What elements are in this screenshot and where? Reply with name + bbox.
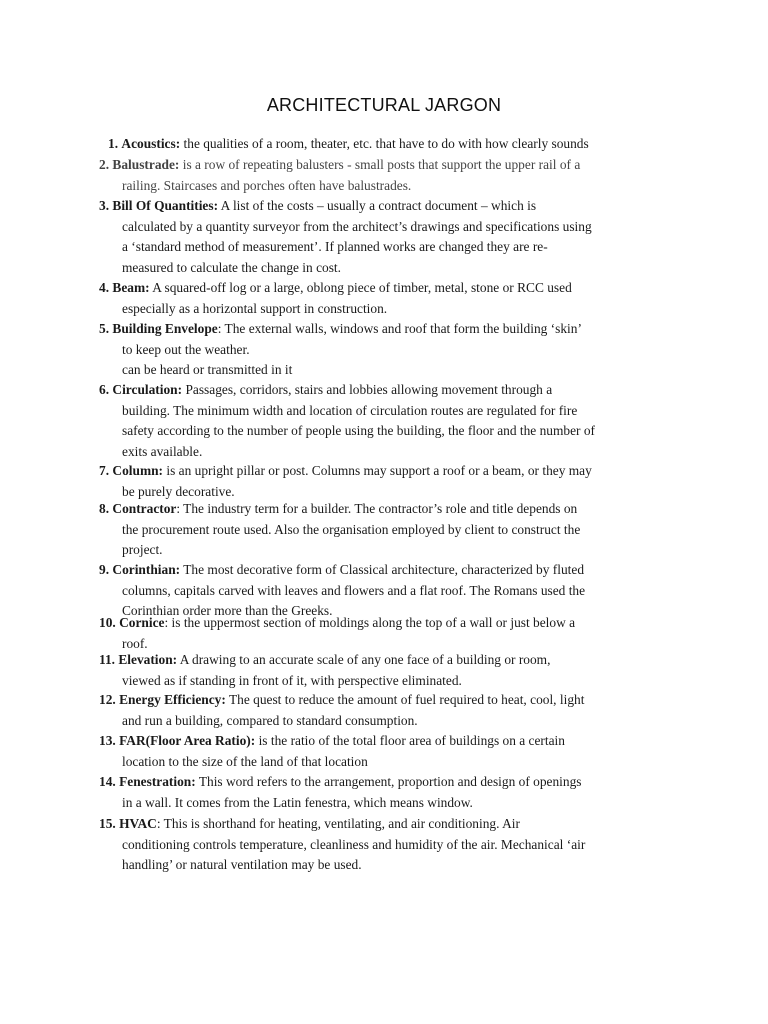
entry-first-line [99, 731, 565, 752]
entry-definition: is a row of repeating balusters - small posts that support the upper rail of a [182, 157, 581, 172]
entry-term: FAR(Floor Area Ratio): [119, 733, 256, 748]
entry-number: 4. [99, 280, 110, 295]
entry-first-line [99, 772, 581, 793]
entry-number: 1. [108, 136, 119, 151]
entry-definition-line: in a wall. It comes from the Latin fenestra, which means window. [122, 794, 473, 810]
entry-term: Beam: [112, 280, 150, 295]
entry-definition-line: measured to calculate the change in cost. [122, 259, 341, 275]
entry-number: 6. [99, 382, 110, 397]
entry-first-line [99, 319, 582, 340]
entry-definition-line: safety according to the number of people using the building, the floor and the number of [122, 423, 596, 438]
entry-number: 12. [99, 692, 116, 707]
entry-definition: Passages, corridors, stairs and lobbies allowing movement through a [185, 382, 553, 397]
entry-term: Corinthian: [112, 562, 181, 577]
entry-definition-line: roof. [122, 635, 148, 651]
entry-first-line [99, 278, 572, 299]
entry-number: 14. [99, 774, 116, 789]
entry-term: Bill Of Quantities: [112, 198, 219, 213]
entry-definition-line: project. [122, 542, 163, 557]
glossary-entry [99, 613, 575, 654]
entry-definition-line: conditioning controls temperature, cleanliness and humidity of the air. Mechanical ‘air [122, 836, 586, 852]
entry-first-line [99, 613, 575, 634]
entry-number: 9. [99, 562, 110, 577]
entry-first-line [99, 690, 584, 711]
entry-term: Acoustics: [121, 136, 181, 151]
entry-definition: : The industry term for a builder. The contractor’s role and title depends on [176, 501, 578, 516]
entry-first-line [99, 650, 550, 671]
entry-first-line [99, 155, 580, 176]
glossary-entry [99, 650, 550, 691]
entry-term: Energy Efficiency: [119, 692, 226, 707]
entry-definition-line: to keep out the weather. [122, 341, 250, 357]
entry-term: Balustrade: [112, 157, 180, 172]
entry-term: HVAC [119, 816, 157, 831]
entry-definition-line: building. The minimum width and location of circulation routes are regulated for fire [122, 402, 578, 418]
entry-number: 15. [99, 816, 116, 831]
entry-first-line [99, 499, 580, 520]
entry-definition: The most decorative form of Classical architecture, characterized by fluted [183, 562, 585, 577]
entry-definition: : The external walls, windows and roof that form the building ‘skin’ [217, 321, 582, 336]
entry-term: Circulation: [112, 382, 183, 397]
entry-definition-line: calculated by a quantity surveyor from the architect’s drawings and specifications using [122, 218, 592, 234]
glossary-entry [99, 461, 592, 502]
entry-number: 13. [99, 733, 116, 748]
glossary-entry [99, 155, 580, 196]
entry-definition: The quest to reduce the amount of fuel required to heat, cool, light [228, 692, 585, 707]
entry-definition: is the ratio of the total floor area of buildings on a certain [258, 733, 565, 748]
entry-first-line [99, 380, 595, 401]
glossary-entry [108, 134, 589, 155]
entry-number: 3. [99, 198, 110, 213]
entry-definition-line: handling’ or natural ventilation may be used. [122, 857, 362, 872]
entry-definition: the qualities of a room, theater, etc. that have to do with how clearly sounds [183, 136, 589, 151]
entry-definition-line: can be heard or transmitted in it [122, 362, 293, 377]
entry-first-line [99, 461, 592, 482]
glossary-entry [99, 690, 584, 731]
entry-number: 5. [99, 321, 110, 336]
entry-definition: A squared-off log or a large, oblong piece of timber, metal, stone or RCC used [152, 280, 572, 295]
entry-definition: is an upright pillar or post. Columns may support a roof or a beam, or they may [166, 463, 592, 478]
entry-first-line [99, 560, 585, 581]
glossary-entry [99, 772, 581, 813]
page-title: ARCHITECTURAL JARGON [266, 95, 502, 115]
entry-definition: : This is shorthand for heating, ventilating, and air conditioning. Air [156, 816, 520, 831]
entry-definition-line: be purely decorative. [122, 483, 235, 499]
entry-term: Elevation: [118, 652, 178, 667]
glossary-entry [99, 499, 580, 561]
entry-definition-line: railing. Staircases and porches often have balustrades. [122, 177, 412, 193]
entry-definition-line: a ‘standard method of measurement’. If planned works are changed they are re- [122, 239, 548, 254]
entry-first-line [108, 134, 589, 155]
entry-definition: This word refers to the arrangement, proportion and design of openings [198, 774, 582, 789]
entry-term: Column: [112, 463, 164, 478]
entry-number: 11. [99, 652, 115, 667]
entry-definition: A drawing to an accurate scale of any one face of a building or room, [179, 652, 551, 667]
entry-number: 7. [99, 463, 110, 478]
entry-definition-line: Corinthian order more than the Greeks. [122, 603, 333, 618]
entry-number: 10. [99, 615, 116, 630]
entry-definition-line: the procurement route used. Also the organisation employed by client to construct the [122, 521, 581, 537]
entry-definition-line: especially as a horizontal support in construction. [122, 300, 388, 316]
entry-definition-line: and run a building, compared to standard consumption. [122, 712, 418, 728]
entry-term: Contractor [112, 501, 177, 516]
entry-definition-line: exits available. [122, 443, 203, 459]
entry-first-line [99, 814, 585, 835]
glossary-entry [99, 380, 595, 462]
entry-definition-line: location to the size of the land of that location [122, 753, 368, 769]
entry-definition: A list of the costs – usually a contract document – which is [220, 198, 537, 213]
entry-term: Building Envelope [112, 321, 218, 336]
glossary-entry [99, 319, 582, 381]
entry-first-line [99, 196, 592, 217]
glossary-entry [99, 731, 565, 772]
glossary-entry [99, 196, 592, 278]
entry-number: 8. [99, 501, 110, 516]
glossary-entry [99, 278, 572, 319]
glossary-entry [99, 814, 585, 876]
entry-definition-line: columns, capitals carved with leaves and flowers and a flat roof. The Romans used the [122, 582, 586, 598]
entry-definition-line: viewed as if standing in front of it, with perspective eliminated. [122, 672, 462, 688]
entry-definition: : is the uppermost section of moldings along the top of a wall or just below a [164, 615, 576, 630]
entry-number: 2. [99, 157, 110, 172]
entry-term: Cornice [119, 615, 165, 630]
entry-term: Fenestration: [119, 774, 196, 789]
